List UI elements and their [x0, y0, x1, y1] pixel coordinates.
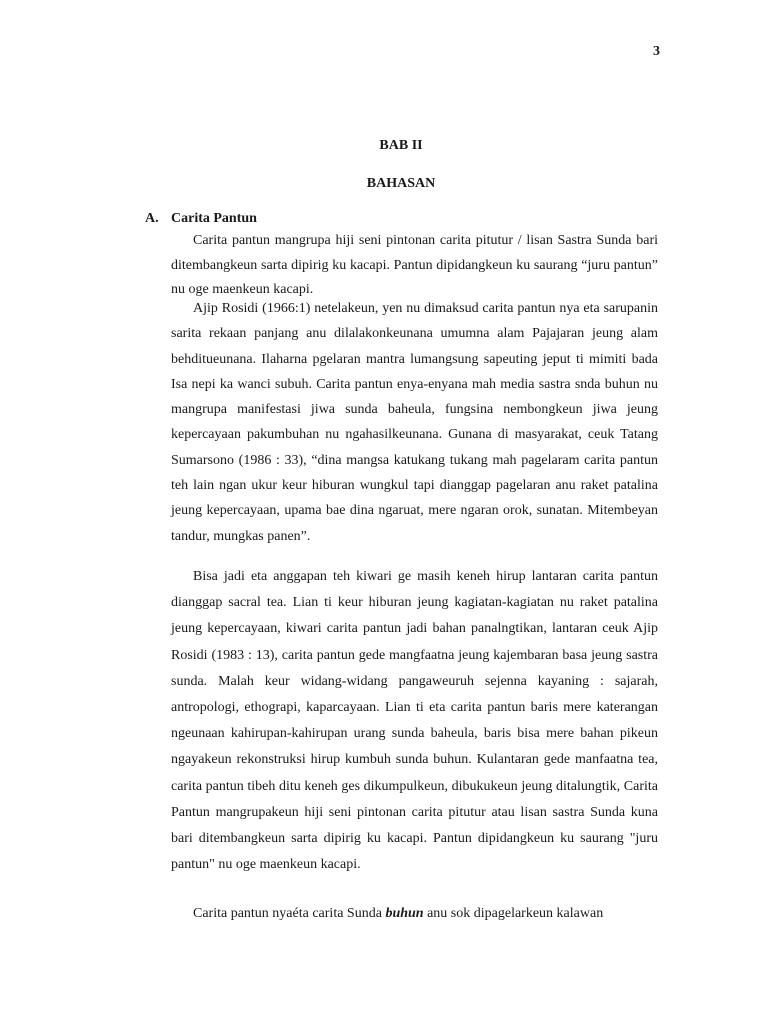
chapter-label: BAB II — [379, 138, 423, 153]
paragraph-text-end: anu sok dipagelarkeun kalawan — [423, 906, 604, 921]
section-letter: A. — [145, 211, 159, 226]
section-title: Carita Pantun — [171, 211, 257, 226]
paragraph-text: Ajip Rosidi (1966:1) netelakeun, yen nu dimaksud carita pantun nya eta sarupanin sarita rekaan panjang anu dilalakonkeunana umumna alam Pajajaran jeung alam behditueunana. Ilaharna pgelaran mantra lumangsung sapeuting jeput ti mimiti bada Isa nepi ka wanci subuh. Carita pantun enya-enyana mah media sastra snda buhun nu mangrupa manifestasi jiwa sunda baheula, fungsina nembongkeun jiwa jeung kepercayaan pakumbuhan nu ngahasilkeunana. Gunana di masyarakat, ceuk Tatang Sumarsono (1986 : 33), “dina mangsa katukang tukang mah pagelaram carita pantun teh lain ngan ukur keur hiburan wungkul tapi dianggap pagelaran anu raket patalina jeung kepercayaan, upama bae dina ngaruat, mere ngaran orok, sunatan. Mitembeyan tandur, mungkas panen”. — [171, 301, 658, 544]
page-number: 3 — [653, 44, 660, 59]
paragraph-4 — [171, 901, 658, 927]
emphasized-word: buhun — [385, 906, 424, 921]
paragraph-1 — [171, 229, 658, 303]
paragraph-3 — [171, 564, 658, 878]
paragraph-text: Carita pantun mangrupa hiji seni pintonan carita pitutur / lisan Sastra Sunda bari ditembangkeun sarta dipirig ku kacapi. Pantun dipidangkeun ku saurang “juru pantun” nu oge maenkeun kacapi. — [171, 233, 658, 297]
paragraph-text: Bisa jadi eta anggapan teh kiwari ge masih keneh hirup lantaran carita pantun dianggap sacral tea. Lian ti keur hiburan jeung kagiatan-kagiatan nu raket patalina jeung kepercayaan, kiwari carita pantun jadi bahan panalngtikan, lantaran ceuk Ajip Rosidi (1983 : 13), carita pantun gede mangfaatna jeung kajembaran basa jeung sastra sunda. Malah keur widang-widang pangaweuruh sejenna kayaning : sajarah, antropologi, ethograpi, kaparcayaan. Lian ti eta carita pantun baris mere katerangan ngeunaan kahirupan-kahirupan urang sunda baheula, baris bisa mere bahan pikeun ngayakeun rekonstruksi hirup kumbuh sunda buhun. Kulantaran gede manfaatna tea, carita pantun tibeh ditu keneh ges dikumpulkeun, dibukukeun jeung ditalungtik, Carita Pantun mangrupakeun hiji seni pintonan carita pitutur atau lisan sastra Sunda kuna bari ditembangkeun sarta dipirig ku kacapi. Pantun dipidangkeun ku saurang "juru pantun" nu oge maenkeun kacapi. — [171, 569, 658, 873]
chapter-title: BAHASAN — [366, 176, 436, 191]
paragraph-text-start: Carita pantun nyaéta carita Sunda — [193, 906, 386, 921]
paragraph-2 — [171, 296, 658, 549]
section-heading — [145, 211, 257, 227]
paragraph-text — [171, 901, 658, 927]
